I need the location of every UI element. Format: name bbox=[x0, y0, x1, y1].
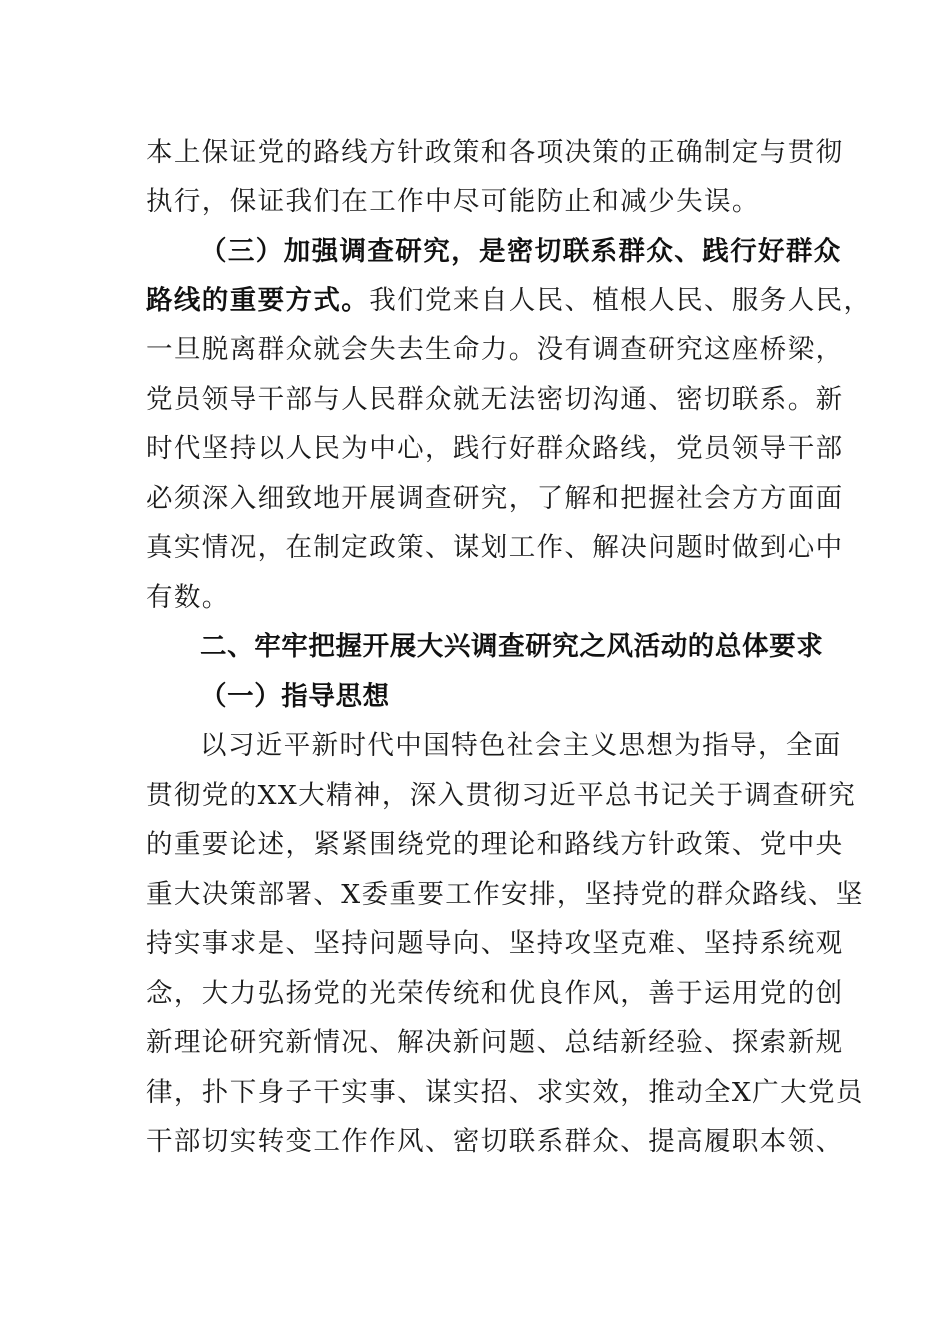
text-line: 一旦脱离群众就会失去生命力。没有调查研究这座桥梁， bbox=[146, 334, 844, 365]
text-line: 执行，保证我们在工作中尽可能防止和减少失误。 bbox=[146, 186, 760, 217]
text-line: 重大决策部署、X委重要工作安排，坚持党的群众路线、坚 bbox=[146, 879, 864, 910]
text-line: 干部切实转变工作作风、密切联系群众、提高履职本领、 bbox=[146, 1126, 844, 1157]
text-line: 必须深入细致地开展调查研究，了解和把握社会方方面面 bbox=[146, 483, 844, 514]
text-line: 真实情况，在制定政策、谋划工作、解决问题时做到心中 bbox=[146, 532, 844, 563]
text-line: 有数。 bbox=[146, 582, 230, 613]
text-line: 律，扑下身子干实事、谋实招、求实效，推动全X广大党员 bbox=[146, 1077, 864, 1108]
section-heading: 二、牢牢把握开展大兴调查研究之风活动的总体要求 bbox=[200, 631, 824, 662]
text-line: 本上保证党的路线方针政策和各项决策的正确制定与贯彻 bbox=[146, 137, 844, 168]
text-line: 以习近平新时代中国特色社会主义思想为指导，全面 bbox=[200, 730, 842, 761]
text-line bbox=[146, 281, 872, 321]
text-line: 新理论研究新情况、解决新问题、总结新经验、探索新规 bbox=[146, 1027, 844, 1058]
text-line: 持实事求是、坚持问题导向、坚持攻坚克难、坚持系统观 bbox=[146, 928, 844, 959]
paragraph-text: 我们党来自人民、植根人民、服务人民， bbox=[369, 285, 872, 316]
text-line: 念，大力弘扬党的光荣传统和优良作风，善于运用党的创 bbox=[146, 978, 844, 1009]
text-line: 贯彻党的XX大精神，深入贯彻习近平总书记关于调查研究 bbox=[146, 780, 857, 811]
text-line: 党员领导干部与人民群众就无法密切沟通、密切联系。新 bbox=[146, 384, 844, 415]
subsection-heading-3-continuation: 路线的重要方式。 bbox=[146, 285, 370, 316]
subsection-heading-1: （一）指导思想 bbox=[200, 681, 390, 712]
text-line: 的重要论述，紧紧围绕党的理论和路线方针政策、党中央 bbox=[146, 829, 844, 860]
subsection-heading-3: （三）加强调查研究，是密切联系群众、践行好群众 bbox=[200, 236, 842, 267]
text-line: 时代坚持以人民为中心，践行好群众路线，党员领导干部 bbox=[146, 433, 844, 464]
